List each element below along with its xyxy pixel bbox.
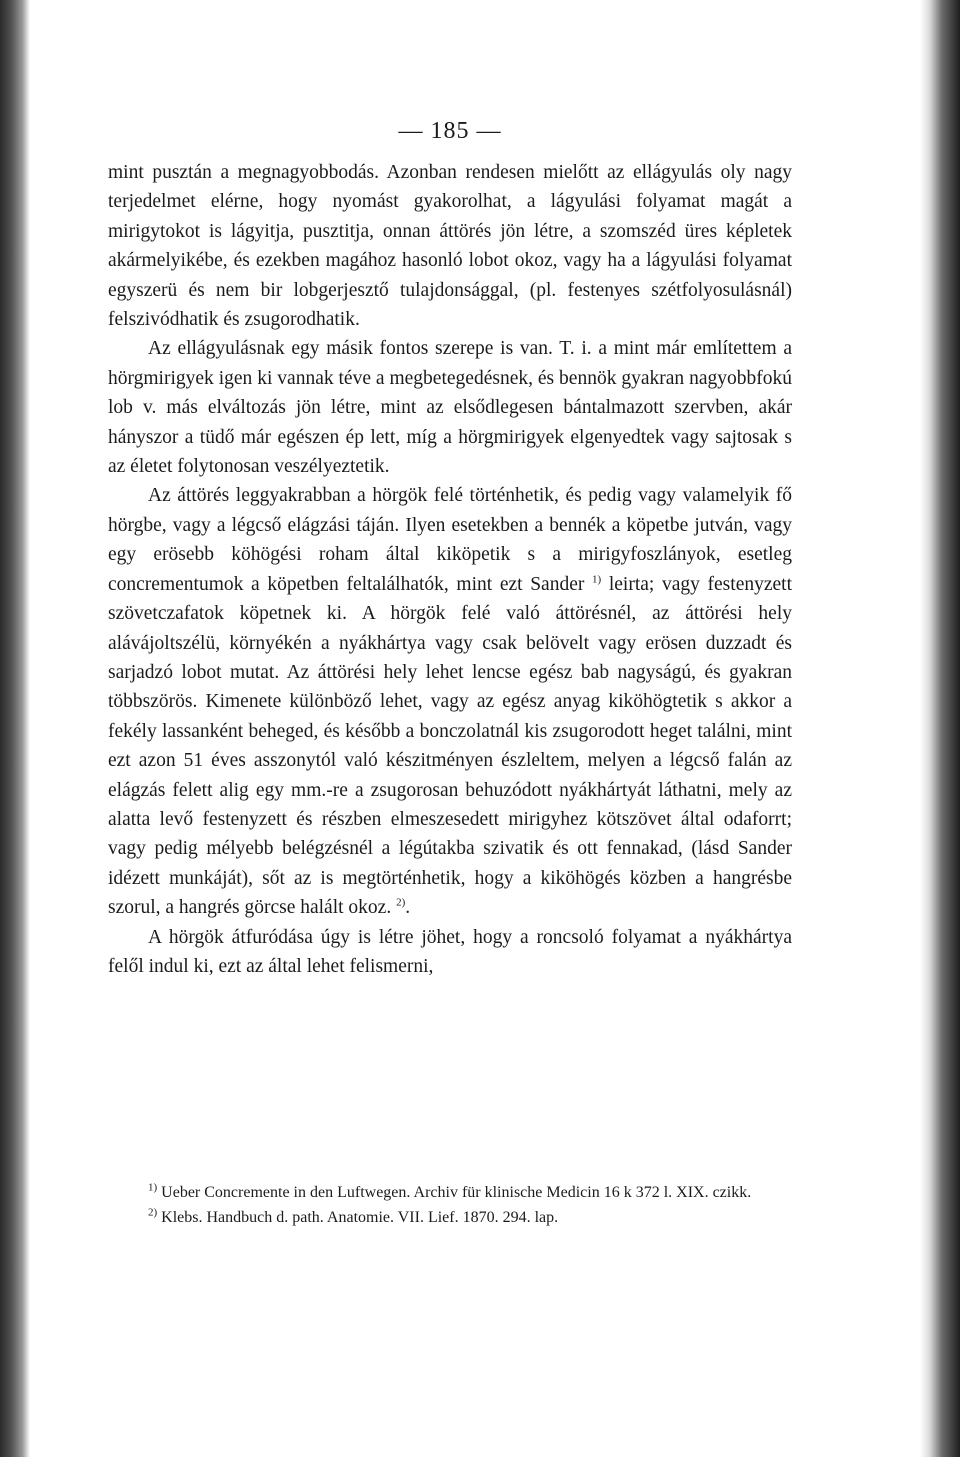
paragraph-3: [108, 481, 792, 922]
page-number: — 185 —: [398, 118, 502, 144]
paragraph-3-part-3: .: [405, 897, 411, 919]
footnote-ref-1[interactable]: 1): [592, 573, 602, 586]
paragraph-3-part-1: Az áttörés leggyakrabban a hörgök felé történhetik, és pedig vagy valamelyik fő hörgbe, vagy a légcső elágzási táján. Ilyen esetekben a bennék a köpetbe jutván, vagy egy erösebb köhögési roham által kiköpetik s a mirigyfoszlányok, esetleg concrementumok a köpetben feltalálhatók, mint ezt Sander: [108, 485, 792, 595]
footnote-1: [108, 1180, 792, 1205]
footnote-2: [108, 1205, 792, 1230]
paragraph-3-part-2: leirta; vagy festenyzett szövetczafatok köpetnek ki. A hörgök felé való áttörésnél, az áttörési hely alávájoltszélü, környékén a nyákhártya vagy csak belövelt vagy erösen duzzadt és sarjadzó lobot mutat. Az áttörési hely lehet lencse egész bab nagyságú, és gyakran többszörös. Kimenete különböző lehet, vagy az egész anyag kiköhögtetik s akkor a fekély lassanként beheged, és később a bonczolatnál kis zsugorodott heget találni, mint ezt azon 51 éves asszonytól való készitményen észleltem, melyen a légcső falán az elágzás felett alig egy mm.-re a zsugorosan behuzódott nyákhártyát láthatni, mely az alatta levő festenyzett és részben elmeszesedett mirigyhez kötszövet által odaforrt; vagy pedig mélyebb belégzésnél a légútakba szivatik és ott fennakad, (lásd Sander idézett munkáját), sőt az is megtörténhetik, hogy a kiköhögés közben a hangrésbe szorul, a hangrés görcse halált okoz.: [108, 573, 792, 919]
footnote-mark-1: 1): [148, 1181, 158, 1194]
footnote-ref-2[interactable]: 2): [396, 896, 406, 909]
paragraph-1: mint pusztán a megnagyobbodás. Azonban rendesen mielőtt az ellágyulás oly nagy terjedelmet elérne, hogy nyomást gyakorolhat, a lágyulási folyamat magát a mirigytokot is lágyitja, pusztitja, onnan áttörés jön létre, a szomszéd üres képletek akármelyikébe, és ezekben magához hasonló lobot okoz, vagy ha a lágyulási folyamat egyszerü és nem bir lobgerjesztő tulajdonsággal, (pl. festenyes szétfolyosulásnál) felszivódhatik és zsugorodhatik.: [108, 162, 792, 331]
footnote-2-text: Klebs. Handbuch d. path. Anatomie. VII. Lief. 1870. 294. lap.: [157, 1209, 559, 1226]
footnotes: [108, 1180, 792, 1230]
body-text: [108, 158, 792, 981]
paragraph-4: A hörgök átfuródása úgy is létre jöhet, hogy a roncsoló folyamat a nyákhártya felől indul ki, ezt az által lehet felismerni,: [108, 926, 792, 977]
book-spine-shadow: [0, 0, 30, 1457]
paragraph-2: Az ellágyulásnak egy másik fontos szerepe is van. T. i. a mint már említettem a hörgmirigyek igen ki vannak téve a megbetegedésnek, és bennök gyakran nagyobbfokú lob v. más elváltozás jön létre, mint az elsődlegesen bántalmazott szervben, akár hányszor a tüdő már egészen ép lett, míg a hörgmirigyek elgenyedtek vagy sajtosak s az életet folytonosan veszélyeztetik.: [108, 338, 792, 478]
footnote-mark-2: 2): [148, 1206, 158, 1219]
page-edge-shadow: [920, 0, 960, 1457]
footnote-1-text: Ueber Concremente in den Luftwegen. Archiv für klinische Medicin 16 k 372 l. XIX. czikk.: [157, 1184, 752, 1201]
document-page: [108, 0, 792, 1457]
